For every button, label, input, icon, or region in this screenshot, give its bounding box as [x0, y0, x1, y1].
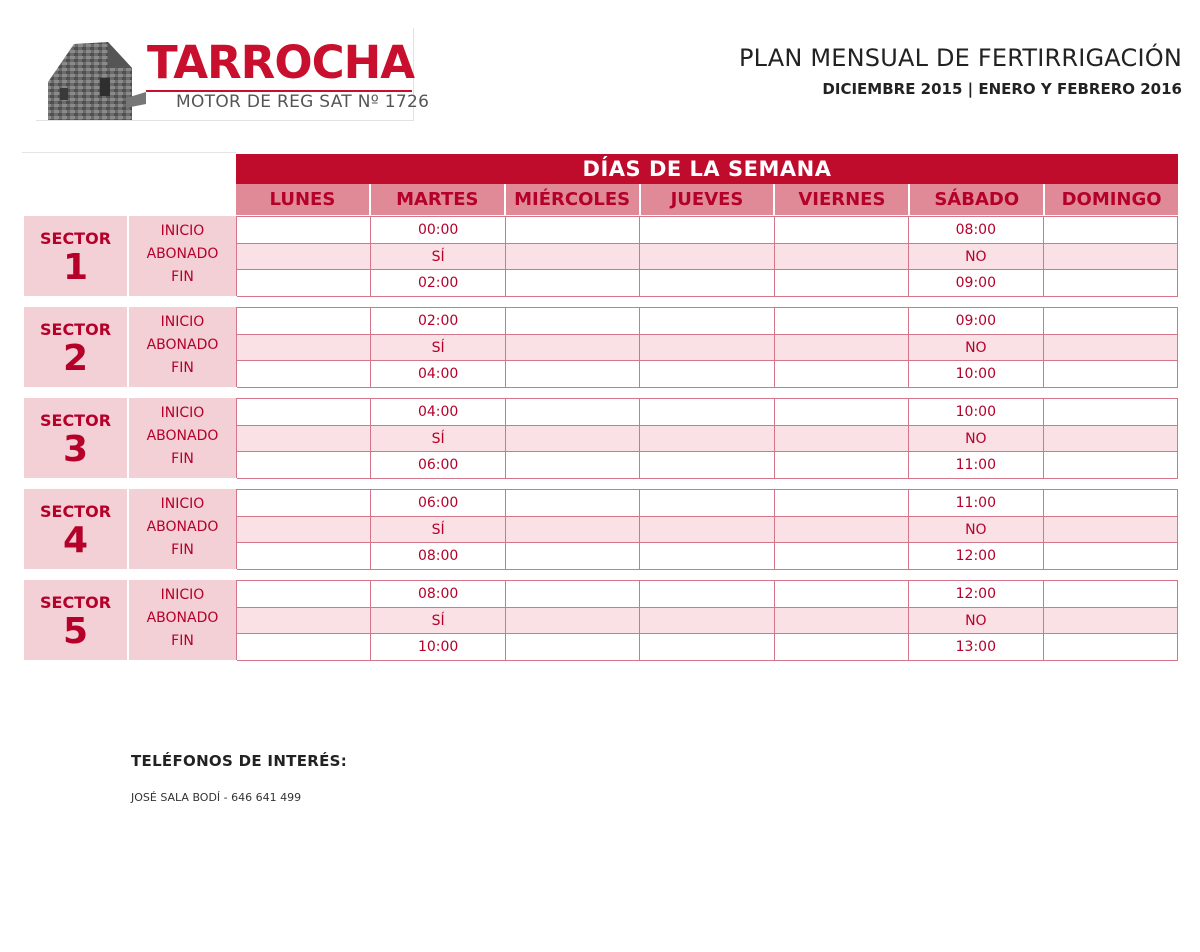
- table-cell: [640, 217, 774, 244]
- sector-label: [24, 580, 127, 660]
- sector-block: [24, 307, 1178, 387]
- table-row: [237, 452, 1178, 479]
- day-header-tuesday: MARTES: [371, 184, 506, 215]
- schedule-grid: [236, 398, 1178, 478]
- day-header-wednesday: MIÉRCOLES: [506, 184, 641, 215]
- table-cell: NO: [909, 608, 1043, 635]
- table-row: [237, 217, 1178, 244]
- table-cell: [506, 270, 640, 297]
- table-cell: 08:00: [371, 581, 505, 608]
- document-period: DICIEMBRE 2015 | ENERO Y FEBRERO 2016: [822, 80, 1182, 98]
- sector-label: [24, 307, 127, 387]
- table-cell: [775, 517, 909, 544]
- table-cell: [506, 634, 640, 661]
- row-labels: [129, 580, 236, 660]
- table-cell: [640, 335, 774, 362]
- row-labels: [129, 398, 236, 478]
- table-cell: [1044, 581, 1178, 608]
- sector-block: [24, 580, 1178, 660]
- table-cell: [640, 543, 774, 570]
- row-label: FIN: [171, 542, 194, 558]
- table-cell: [775, 543, 909, 570]
- sector-number: 5: [62, 611, 89, 652]
- table-cell: SÍ: [371, 517, 505, 544]
- document-title: PLAN MENSUAL DE FERTIRRIGACIÓN: [738, 44, 1182, 72]
- table-cell: 10:00: [909, 399, 1043, 426]
- day-header-friday: VIERNES: [775, 184, 910, 215]
- table-row: [237, 399, 1178, 426]
- table-cell: 12:00: [909, 581, 1043, 608]
- phones-title: TELÉFONOS DE INTERÉS:: [131, 752, 348, 770]
- table-row: [237, 361, 1178, 388]
- table-cell: [1044, 308, 1178, 335]
- table-cell: [237, 608, 371, 635]
- sector-block: [24, 489, 1178, 569]
- table-row: [237, 270, 1178, 297]
- sector-number: 1: [62, 247, 89, 288]
- table-cell: [1044, 517, 1178, 544]
- table-cell: [775, 270, 909, 297]
- sector-word: SECTOR: [39, 502, 112, 521]
- table-cell: 04:00: [371, 361, 505, 388]
- contact-line: JOSÉ SALA BODÍ - 646 641 499: [131, 791, 302, 804]
- sector-block: [24, 398, 1178, 478]
- table-cell: [1044, 634, 1178, 661]
- row-label: INICIO: [160, 405, 205, 421]
- table-cell: [1044, 217, 1178, 244]
- table-cell: [640, 517, 774, 544]
- table-cell: [506, 361, 640, 388]
- sector-label: [24, 216, 127, 296]
- table-cell: 09:00: [909, 270, 1043, 297]
- table-cell: [775, 490, 909, 517]
- table-cell: SÍ: [371, 244, 505, 271]
- table-cell: 02:00: [371, 308, 505, 335]
- table-cell: [640, 361, 774, 388]
- row-label: FIN: [171, 633, 194, 649]
- table-cell: [1044, 426, 1178, 453]
- row-labels: [129, 489, 236, 569]
- table-cell: [640, 634, 774, 661]
- day-header-monday: LUNES: [236, 184, 371, 215]
- row-label: FIN: [171, 451, 194, 467]
- row-labels: [129, 307, 236, 387]
- day-header-thursday: JUEVES: [641, 184, 776, 215]
- table-cell: [237, 361, 371, 388]
- table-row: [237, 490, 1178, 517]
- table-cell: [506, 452, 640, 479]
- table-cell: [506, 399, 640, 426]
- table-cell: SÍ: [371, 335, 505, 362]
- table-cell: 10:00: [371, 634, 505, 661]
- row-label: INICIO: [160, 223, 205, 239]
- table-cell: [1044, 608, 1178, 635]
- schedule-grid: [236, 307, 1178, 387]
- table-cell: NO: [909, 517, 1043, 544]
- table-cell: [640, 308, 774, 335]
- sector-number: 4: [62, 520, 89, 561]
- table-cell: [640, 452, 774, 479]
- table-cell: [775, 335, 909, 362]
- row-label: ABONADO: [146, 519, 219, 535]
- table-cell: [1044, 490, 1178, 517]
- sector-word: SECTOR: [39, 229, 112, 248]
- table-cell: 02:00: [371, 270, 505, 297]
- table-cell: [775, 581, 909, 608]
- table-cell: [775, 217, 909, 244]
- row-label: ABONADO: [146, 610, 219, 626]
- table-row: [237, 608, 1178, 635]
- row-label: INICIO: [160, 587, 205, 603]
- table-cell: [775, 308, 909, 335]
- table-cell: [775, 426, 909, 453]
- table-cell: [775, 452, 909, 479]
- sector-block: [24, 216, 1178, 296]
- table-cell: [775, 361, 909, 388]
- schedule-grid: [236, 580, 1178, 660]
- table-cell: SÍ: [371, 426, 505, 453]
- day-header-saturday: SÁBADO: [910, 184, 1045, 215]
- table-cell: NO: [909, 426, 1043, 453]
- schedule-grid: [236, 489, 1178, 569]
- sector-label: [24, 489, 127, 569]
- table-cell: 12:00: [909, 543, 1043, 570]
- table-row: [237, 308, 1178, 335]
- table-cell: [775, 399, 909, 426]
- table-cell: [506, 426, 640, 453]
- table-cell: [1044, 244, 1178, 271]
- table-cell: [237, 634, 371, 661]
- table-cell: [237, 426, 371, 453]
- table-row: [237, 426, 1178, 453]
- brand-name: TARROCHA: [147, 36, 415, 89]
- row-label: ABONADO: [146, 428, 219, 444]
- stone-house-icon: [46, 38, 146, 124]
- table-cell: [1044, 361, 1178, 388]
- table-cell: 06:00: [371, 452, 505, 479]
- week-banner: DÍAS DE LA SEMANA: [236, 154, 1178, 184]
- table-cell: [237, 335, 371, 362]
- table-row: [237, 581, 1178, 608]
- table-cell: [506, 517, 640, 544]
- table-cell: 09:00: [909, 308, 1043, 335]
- schedule-grid: [236, 216, 1178, 296]
- day-header-row: [236, 184, 1178, 215]
- table-cell: [506, 217, 640, 244]
- table-cell: [506, 543, 640, 570]
- table-cell: 04:00: [371, 399, 505, 426]
- table-row: [237, 335, 1178, 362]
- table-cell: 13:00: [909, 634, 1043, 661]
- table-cell: [1044, 399, 1178, 426]
- row-label: FIN: [171, 360, 194, 376]
- sector-number: 2: [62, 338, 89, 379]
- brand-subtitle: MOTOR DE REG SAT Nº 1726: [176, 92, 430, 112]
- row-label: ABONADO: [146, 337, 219, 353]
- table-cell: 10:00: [909, 361, 1043, 388]
- row-label: FIN: [171, 269, 194, 285]
- table-cell: 00:00: [371, 217, 505, 244]
- table-cell: [506, 244, 640, 271]
- table-cell: SÍ: [371, 608, 505, 635]
- table-cell: [506, 581, 640, 608]
- table-row: [237, 517, 1178, 544]
- table-cell: [640, 426, 774, 453]
- table-cell: [775, 634, 909, 661]
- table-cell: [506, 608, 640, 635]
- divider: [22, 152, 236, 153]
- row-label: INICIO: [160, 496, 205, 512]
- sector-label: [24, 398, 127, 478]
- day-header-sunday: DOMINGO: [1045, 184, 1178, 215]
- table-cell: [1044, 452, 1178, 479]
- table-cell: [237, 217, 371, 244]
- table-cell: 11:00: [909, 490, 1043, 517]
- row-labels: [129, 216, 236, 296]
- table-cell: [640, 399, 774, 426]
- table-row: [237, 543, 1178, 570]
- table-cell: [1044, 335, 1178, 362]
- table-cell: NO: [909, 335, 1043, 362]
- table-cell: [237, 581, 371, 608]
- table-cell: [237, 399, 371, 426]
- sector-number: 3: [62, 429, 89, 470]
- table-cell: [237, 543, 371, 570]
- table-row: [237, 244, 1178, 271]
- table-cell: [237, 490, 371, 517]
- table-cell: [640, 490, 774, 517]
- table-cell: [1044, 270, 1178, 297]
- sector-word: SECTOR: [39, 320, 112, 339]
- table-row: [237, 634, 1178, 661]
- table-cell: 08:00: [371, 543, 505, 570]
- table-cell: [506, 335, 640, 362]
- table-cell: [640, 244, 774, 271]
- table-cell: 11:00: [909, 452, 1043, 479]
- table-cell: [237, 244, 371, 271]
- table-cell: [237, 270, 371, 297]
- table-cell: 08:00: [909, 217, 1043, 244]
- row-label: INICIO: [160, 314, 205, 330]
- table-cell: [237, 308, 371, 335]
- table-cell: [640, 608, 774, 635]
- table-cell: [775, 608, 909, 635]
- sector-word: SECTOR: [39, 411, 112, 430]
- table-cell: NO: [909, 244, 1043, 271]
- table-cell: [237, 517, 371, 544]
- sector-word: SECTOR: [39, 593, 112, 612]
- table-cell: [506, 490, 640, 517]
- table-cell: [237, 452, 371, 479]
- row-label: ABONADO: [146, 246, 219, 262]
- table-cell: 06:00: [371, 490, 505, 517]
- table-cell: [640, 581, 774, 608]
- table-cell: [640, 270, 774, 297]
- table-cell: [1044, 543, 1178, 570]
- table-cell: [506, 308, 640, 335]
- table-cell: [775, 244, 909, 271]
